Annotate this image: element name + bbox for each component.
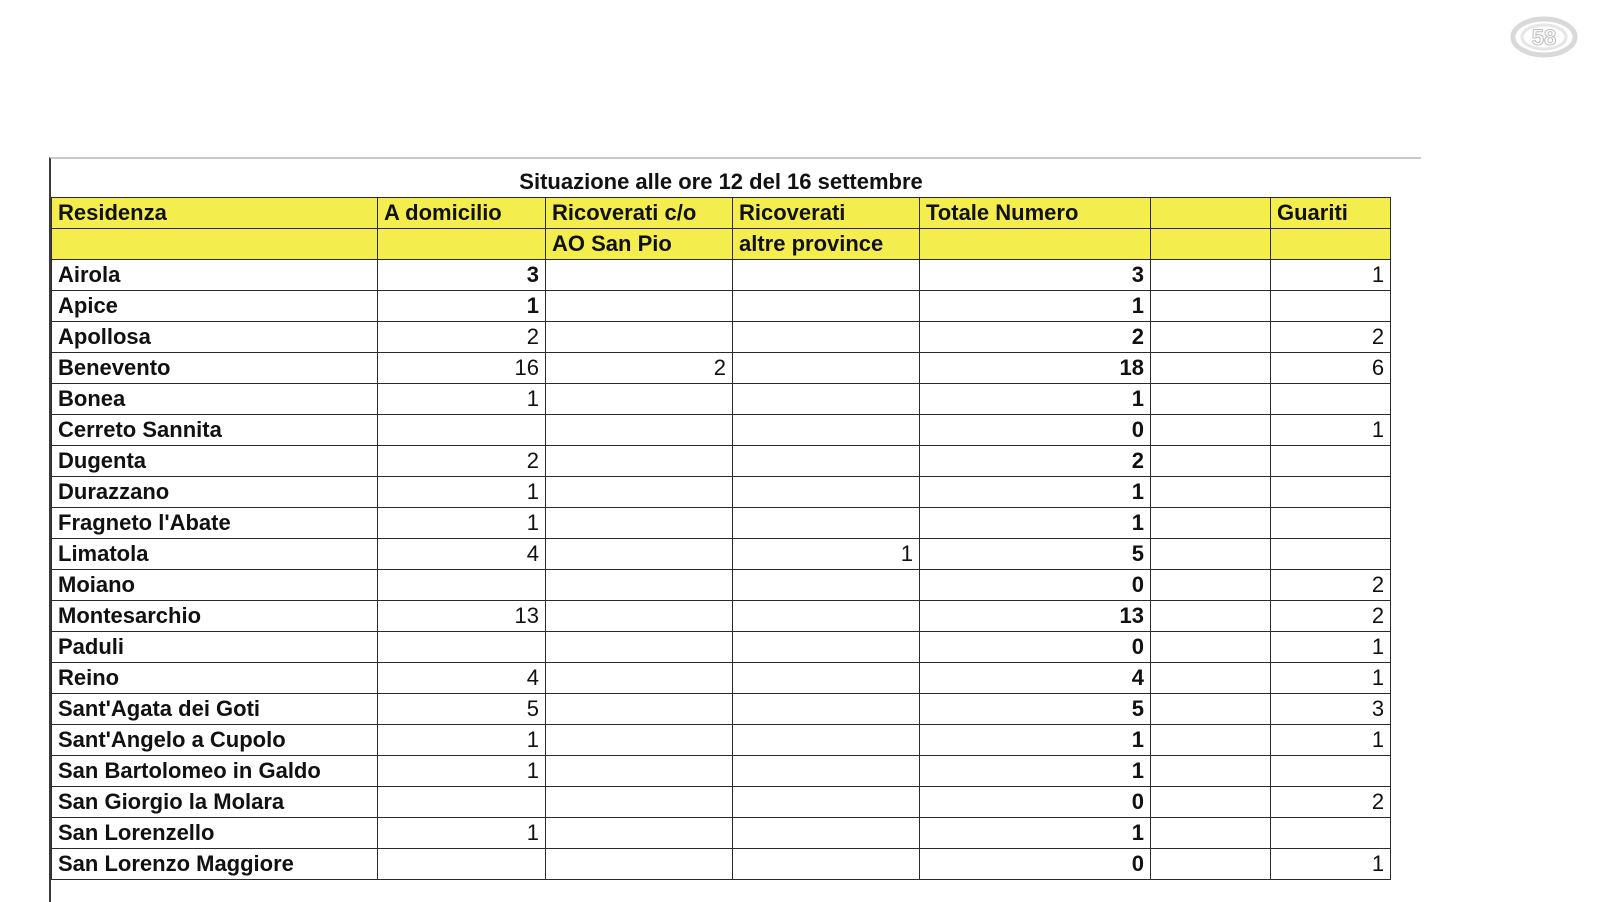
table-row xyxy=(52,786,1422,817)
cell-guariti: 2 xyxy=(1271,600,1391,631)
cell-ao-san-pio xyxy=(546,724,733,755)
cell-domicilio xyxy=(378,631,546,662)
cell-residenza: Airola xyxy=(52,259,378,290)
cell-residenza: Sant'Agata dei Goti xyxy=(52,693,378,724)
cell-domicilio xyxy=(378,569,546,600)
table-row xyxy=(52,569,1422,600)
spacer-cell xyxy=(1391,383,1421,414)
cell-domicilio: 1 xyxy=(378,507,546,538)
cell-altre-province xyxy=(733,321,920,352)
cell-guariti: 2 xyxy=(1271,569,1391,600)
cell-totale: 1 xyxy=(920,817,1151,848)
cell-totale: 2 xyxy=(920,321,1151,352)
cell-extra xyxy=(1151,600,1271,631)
cell-totale: 1 xyxy=(920,476,1151,507)
cell-extra xyxy=(1151,755,1271,786)
cell-ao-san-pio xyxy=(546,631,733,662)
cell-residenza: Apice xyxy=(52,290,378,321)
cell-guariti: 3 xyxy=(1271,693,1391,724)
header2-domicilio xyxy=(378,228,546,259)
cell-residenza: Moiano xyxy=(52,569,378,600)
cell-residenza: San Lorenzo Maggiore xyxy=(52,848,378,879)
table-row xyxy=(52,662,1422,693)
cell-altre-province xyxy=(733,786,920,817)
cell-domicilio: 3 xyxy=(378,259,546,290)
spacer-cell xyxy=(1391,755,1421,786)
table-row xyxy=(52,352,1422,383)
spacer-cell xyxy=(1391,290,1421,321)
cell-totale: 5 xyxy=(920,538,1151,569)
cell-residenza: Reino xyxy=(52,662,378,693)
cell-domicilio: 2 xyxy=(378,445,546,476)
cell-extra xyxy=(1151,507,1271,538)
cell-ao-san-pio xyxy=(546,755,733,786)
header2-totale xyxy=(920,228,1151,259)
header2-blank xyxy=(1151,228,1271,259)
cell-totale: 1 xyxy=(920,724,1151,755)
spacer-cell xyxy=(1391,445,1421,476)
cell-residenza: Fragneto l'Abate xyxy=(52,507,378,538)
cell-domicilio: 16 xyxy=(378,352,546,383)
cell-residenza: San Lorenzello xyxy=(52,817,378,848)
cell-guariti xyxy=(1271,476,1391,507)
spacer-cell xyxy=(1391,538,1421,569)
cell-domicilio: 1 xyxy=(378,755,546,786)
cell-residenza: Durazzano xyxy=(52,476,378,507)
spacer-cell xyxy=(1391,724,1421,755)
cell-altre-province xyxy=(733,290,920,321)
cell-ao-san-pio xyxy=(546,600,733,631)
cell-extra xyxy=(1151,445,1271,476)
spacer-cell xyxy=(1391,321,1421,352)
cell-residenza: Apollosa xyxy=(52,321,378,352)
cell-altre-province xyxy=(733,414,920,445)
cell-ao-san-pio xyxy=(546,445,733,476)
spacer-cell xyxy=(1391,662,1421,693)
spacer-cell xyxy=(1391,197,1421,228)
spacer-cell xyxy=(1391,786,1421,817)
cell-totale: 1 xyxy=(920,290,1151,321)
cell-altre-province xyxy=(733,507,920,538)
cell-guariti xyxy=(1271,755,1391,786)
cell-totale: 13 xyxy=(920,600,1151,631)
table-row xyxy=(52,290,1422,321)
cell-totale: 0 xyxy=(920,848,1151,879)
cell-totale: 0 xyxy=(920,414,1151,445)
cell-totale: 0 xyxy=(920,631,1151,662)
cell-extra xyxy=(1151,321,1271,352)
cell-totale: 1 xyxy=(920,507,1151,538)
cell-altre-province xyxy=(733,600,920,631)
spacer-cell xyxy=(1391,693,1421,724)
cell-domicilio: 1 xyxy=(378,476,546,507)
cell-totale: 18 xyxy=(920,352,1151,383)
header2-residenza xyxy=(52,228,378,259)
cell-residenza: San Bartolomeo in Galdo xyxy=(52,755,378,786)
table-row xyxy=(52,724,1422,755)
data-table xyxy=(51,159,1421,880)
cell-guariti: 1 xyxy=(1271,724,1391,755)
cell-extra xyxy=(1151,414,1271,445)
header2-altre-province: altre province xyxy=(733,228,920,259)
header-row-1 xyxy=(52,197,1422,228)
cell-guariti: 6 xyxy=(1271,352,1391,383)
cell-extra xyxy=(1151,693,1271,724)
table-row xyxy=(52,631,1422,662)
cell-extra xyxy=(1151,817,1271,848)
cell-altre-province xyxy=(733,259,920,290)
spacer-cell xyxy=(1391,414,1421,445)
cell-domicilio: 4 xyxy=(378,662,546,693)
header-ricoverati: Ricoverati xyxy=(733,197,920,228)
cell-guariti: 1 xyxy=(1271,414,1391,445)
cell-extra xyxy=(1151,538,1271,569)
cell-ao-san-pio xyxy=(546,662,733,693)
cell-extra xyxy=(1151,786,1271,817)
spacer-cell xyxy=(1391,817,1421,848)
cell-ao-san-pio xyxy=(546,290,733,321)
cell-guariti: 1 xyxy=(1271,631,1391,662)
table-row xyxy=(52,507,1422,538)
cell-totale: 1 xyxy=(920,755,1151,786)
cell-totale: 0 xyxy=(920,786,1151,817)
header-domicilio: A domicilio xyxy=(378,197,546,228)
table-row xyxy=(52,383,1422,414)
header-guariti: Guariti xyxy=(1271,197,1391,228)
cell-ao-san-pio xyxy=(546,259,733,290)
spacer-cell xyxy=(1391,848,1421,879)
cell-domicilio: 13 xyxy=(378,600,546,631)
cell-altre-province xyxy=(733,817,920,848)
spacer-cell xyxy=(1391,352,1421,383)
cell-guariti xyxy=(1271,445,1391,476)
cell-extra xyxy=(1151,724,1271,755)
cell-extra xyxy=(1151,352,1271,383)
header-ricoverati-co: Ricoverati c/o xyxy=(546,197,733,228)
cell-domicilio: 4 xyxy=(378,538,546,569)
spacer-cell xyxy=(1391,228,1421,259)
cell-ao-san-pio xyxy=(546,321,733,352)
cell-domicilio: 5 xyxy=(378,693,546,724)
cell-totale: 0 xyxy=(920,569,1151,600)
cell-guariti xyxy=(1271,290,1391,321)
cell-domicilio: 1 xyxy=(378,383,546,414)
cell-ao-san-pio xyxy=(546,383,733,414)
cell-residenza: Limatola xyxy=(52,538,378,569)
spacer-cell xyxy=(1391,476,1421,507)
cell-domicilio: 1 xyxy=(378,724,546,755)
cell-extra xyxy=(1151,383,1271,414)
cell-totale: 4 xyxy=(920,662,1151,693)
cell-ao-san-pio xyxy=(546,569,733,600)
spacer-cell xyxy=(1391,159,1421,197)
cell-extra xyxy=(1151,290,1271,321)
title-row xyxy=(52,159,1422,197)
table-row xyxy=(52,538,1422,569)
cell-altre-province xyxy=(733,383,920,414)
header2-ao-san-pio: AO San Pio xyxy=(546,228,733,259)
cell-extra xyxy=(1151,631,1271,662)
cell-ao-san-pio xyxy=(546,786,733,817)
cell-residenza: Benevento xyxy=(52,352,378,383)
header-residenza: Residenza xyxy=(52,197,378,228)
cell-guariti xyxy=(1271,507,1391,538)
cell-ao-san-pio xyxy=(546,538,733,569)
table-row xyxy=(52,414,1422,445)
cell-extra xyxy=(1151,476,1271,507)
cell-guariti xyxy=(1271,538,1391,569)
cell-ao-san-pio: 2 xyxy=(546,352,733,383)
table-row xyxy=(52,848,1422,879)
cell-extra xyxy=(1151,848,1271,879)
cell-guariti: 2 xyxy=(1271,321,1391,352)
spacer-cell xyxy=(1391,259,1421,290)
cell-totale: 3 xyxy=(920,259,1151,290)
table-title: Situazione alle ore 12 del 16 settembre xyxy=(52,159,1391,197)
cell-guariti: 2 xyxy=(1271,786,1391,817)
cell-altre-province xyxy=(733,476,920,507)
cell-altre-province xyxy=(733,724,920,755)
cell-altre-province xyxy=(733,569,920,600)
cell-residenza: Cerreto Sannita xyxy=(52,414,378,445)
cell-extra xyxy=(1151,662,1271,693)
cell-altre-province xyxy=(733,445,920,476)
header2-guariti xyxy=(1271,228,1391,259)
cell-domicilio xyxy=(378,786,546,817)
cell-residenza: Dugenta xyxy=(52,445,378,476)
cell-ao-san-pio xyxy=(546,693,733,724)
cell-residenza: Montesarchio xyxy=(52,600,378,631)
cell-totale: 2 xyxy=(920,445,1151,476)
header-blank xyxy=(1151,197,1271,228)
spreadsheet xyxy=(49,157,1421,902)
cell-domicilio: 2 xyxy=(378,321,546,352)
table-row xyxy=(52,817,1422,848)
cell-guariti xyxy=(1271,817,1391,848)
cell-altre-province xyxy=(733,352,920,383)
cell-domicilio xyxy=(378,414,546,445)
cell-altre-province xyxy=(733,755,920,786)
cell-guariti: 1 xyxy=(1271,848,1391,879)
cell-residenza: Sant'Angelo a Cupolo xyxy=(52,724,378,755)
cell-domicilio: 1 xyxy=(378,817,546,848)
cell-ao-san-pio xyxy=(546,476,733,507)
cell-domicilio xyxy=(378,848,546,879)
cell-residenza: Paduli xyxy=(52,631,378,662)
spacer-cell xyxy=(1391,507,1421,538)
cell-ao-san-pio xyxy=(546,414,733,445)
spacer-cell xyxy=(1391,600,1421,631)
cell-residenza: Bonea xyxy=(52,383,378,414)
table-row xyxy=(52,259,1422,290)
cell-altre-province xyxy=(733,662,920,693)
cell-guariti: 1 xyxy=(1271,259,1391,290)
cell-altre-province xyxy=(733,848,920,879)
table-row xyxy=(52,693,1422,724)
header-row-2 xyxy=(52,228,1422,259)
cell-guariti: 1 xyxy=(1271,662,1391,693)
cell-extra xyxy=(1151,569,1271,600)
table-row xyxy=(52,600,1422,631)
spacer-cell xyxy=(1391,631,1421,662)
cell-ao-san-pio xyxy=(546,507,733,538)
table-row xyxy=(52,476,1422,507)
cell-totale: 1 xyxy=(920,383,1151,414)
cell-guariti xyxy=(1271,383,1391,414)
spacer-cell xyxy=(1391,569,1421,600)
table-row xyxy=(52,445,1422,476)
cell-extra xyxy=(1151,259,1271,290)
cell-domicilio: 1 xyxy=(378,290,546,321)
cell-altre-province xyxy=(733,631,920,662)
channel-logo xyxy=(1510,14,1590,60)
cell-ao-san-pio xyxy=(546,848,733,879)
table-row xyxy=(52,321,1422,352)
cell-ao-san-pio xyxy=(546,817,733,848)
cell-totale: 5 xyxy=(920,693,1151,724)
cell-altre-province xyxy=(733,693,920,724)
logo-text: 58 xyxy=(1531,25,1557,50)
table-row xyxy=(52,755,1422,786)
cell-residenza: San Giorgio la Molara xyxy=(52,786,378,817)
header-totale: Totale Numero xyxy=(920,197,1151,228)
cell-altre-province: 1 xyxy=(733,538,920,569)
